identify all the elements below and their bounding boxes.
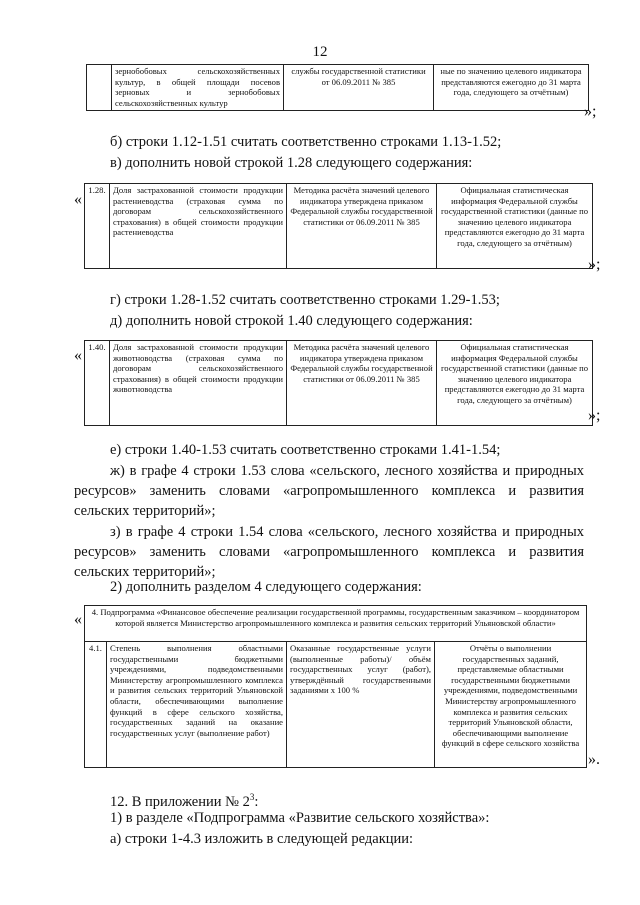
opening-quote: «	[74, 191, 82, 208]
table-row-1-28	[84, 183, 593, 269]
row-1-40-number: 1.40.	[85, 341, 110, 426]
paragraph-z: з) в графе 4 строки 1.54 слова «сельского, лесного хозяйства и природных ресурсов» заменить словами «агропромышленного комплекса и развития сельских территорий»;	[74, 524, 584, 580]
table-top-cell-3: службы государственной статистики от 06.09.2011 № 385	[284, 65, 434, 111]
paragraph-g: г) строки 1.28-1.52 считать соответственно строками 1.29-1.53;	[110, 292, 500, 308]
row-1-28-method: Методика расчёта значений целевого индикатора утверждена приказом Федеральной службы государственной статистики от 06.09.2011 № 385	[287, 184, 437, 269]
paragraph-d: д) дополнить новой строкой 1.40 следующего содержания:	[110, 313, 473, 329]
paragraph-2: 2) дополнить разделом 4 следующего содержания:	[110, 579, 422, 595]
table-top-cell-2: зернобобовых сельскохозяйственных культур, в общей площади посевов зерновых и зернобобовых сельскохозяйственных культур	[112, 65, 284, 111]
closing-quote: »;	[588, 407, 601, 424]
row-1-28-source: Официальная статистическая информация Федеральной службы государственной статистики (данные по значению целевого индикатора представляются ежегодно до 31 марта года, следующего за отчётным)	[437, 184, 593, 269]
row-1-28-number: 1.28.	[85, 184, 110, 269]
opening-quote: «	[74, 347, 82, 364]
row-1-40-indicator: Доля застрахованной стоимости продукции животноводства (страховая сумма по договорам сельскохозяйственного страхования) в общей стоимости продукции животноводства	[110, 341, 287, 426]
row-4-1-number: 4.1.	[85, 642, 107, 768]
table-row-1-40	[84, 340, 593, 426]
paragraph-12-text: 12. В приложении № 2	[110, 793, 250, 810]
row-1-40-method: Методика расчёта значений целевого индикатора утверждена приказом Федеральной службы государственной статистики от 06.09.2011 № 385	[287, 341, 437, 426]
section-4-header: 4. Подпрограмма «Финансовое обеспечение реализации государственной программы, государственным заказчиком – координатором которой является Министерство агропромышленного комплекса и развития сельских территорий Ульяновской области»	[85, 606, 587, 642]
paragraph-v: в) дополнить новой строкой 1.28 следующего содержания:	[110, 155, 473, 171]
page-number: 12	[312, 44, 328, 60]
row-1-40-source: Официальная статистическая информация Федеральной службы государственной статистики (данные по значению целевого индикатора представляются ежегодно до 31 марта года, следующего за отчётным)	[437, 341, 593, 426]
opening-quote: «	[74, 611, 82, 628]
closing-quote: »;	[584, 103, 597, 120]
row-4-1-formula: Оказанные государственные услуги (выполненные работы)/ объём государственных услуг (работ), утверждённый государственными заданиями х 100 %	[287, 642, 435, 768]
paragraph-12-colon: :	[254, 793, 259, 810]
table-top-cell-4: ные по значению целевого индикатора представляются ежегодно до 31 марта года, следующего за отчётным)	[434, 65, 589, 111]
table-section-4	[84, 605, 587, 768]
footnote-marker: 3	[249, 792, 255, 802]
table-top-cell-1	[87, 65, 112, 111]
row-1-28-indicator: Доля застрахованной стоимости продукции растениеводства (страховая сумма по договорам сельскохозяйственного страхования) в общей стоимости продукции растениеводства	[110, 184, 287, 269]
closing-quote: ».	[588, 751, 600, 768]
paragraph-1: 1) в разделе «Подпрограмма «Развитие сельского хозяйства»:	[110, 810, 490, 826]
paragraph-zh: ж) в графе 4 строки 1.53 слова «сельского, лесного хозяйства и природных ресурсов» заменить словами «агропромышленного комплекса и развития сельских территорий»;	[74, 463, 584, 519]
paragraph-e: е) строки 1.40-1.53 считать соответственно строками 1.41-1.54;	[110, 442, 501, 458]
paragraph-a: а) строки 1-4.3 изложить в следующей редакции:	[110, 831, 414, 847]
row-4-1-source: Отчёты о выполнении государственных заданий, представляемые областными государственными бюджетными учреждениями, подведомственными Министерству агропромышленного комплекса и развития сельских территорий Ульяновской области, обеспечивающими выполнение функций в сфере сельского хозяйства	[435, 642, 587, 768]
closing-quote: »;	[588, 256, 601, 273]
paragraph-b: б) строки 1.12-1.51 считать соответственно строками 1.13-1.52;	[110, 134, 502, 150]
table-top-continuation	[86, 64, 589, 111]
row-4-1-indicator: Степень выполнения областными государственными бюджетными учреждениями, подведомственными Министерству агропромышленного комплекса и развития сельских территорий Ульяновской области, обеспечивающими выполнение функций в сфере сельского хозяйства, государственных заданий на оказание государственных услуг (выполнение работ)	[107, 642, 287, 768]
